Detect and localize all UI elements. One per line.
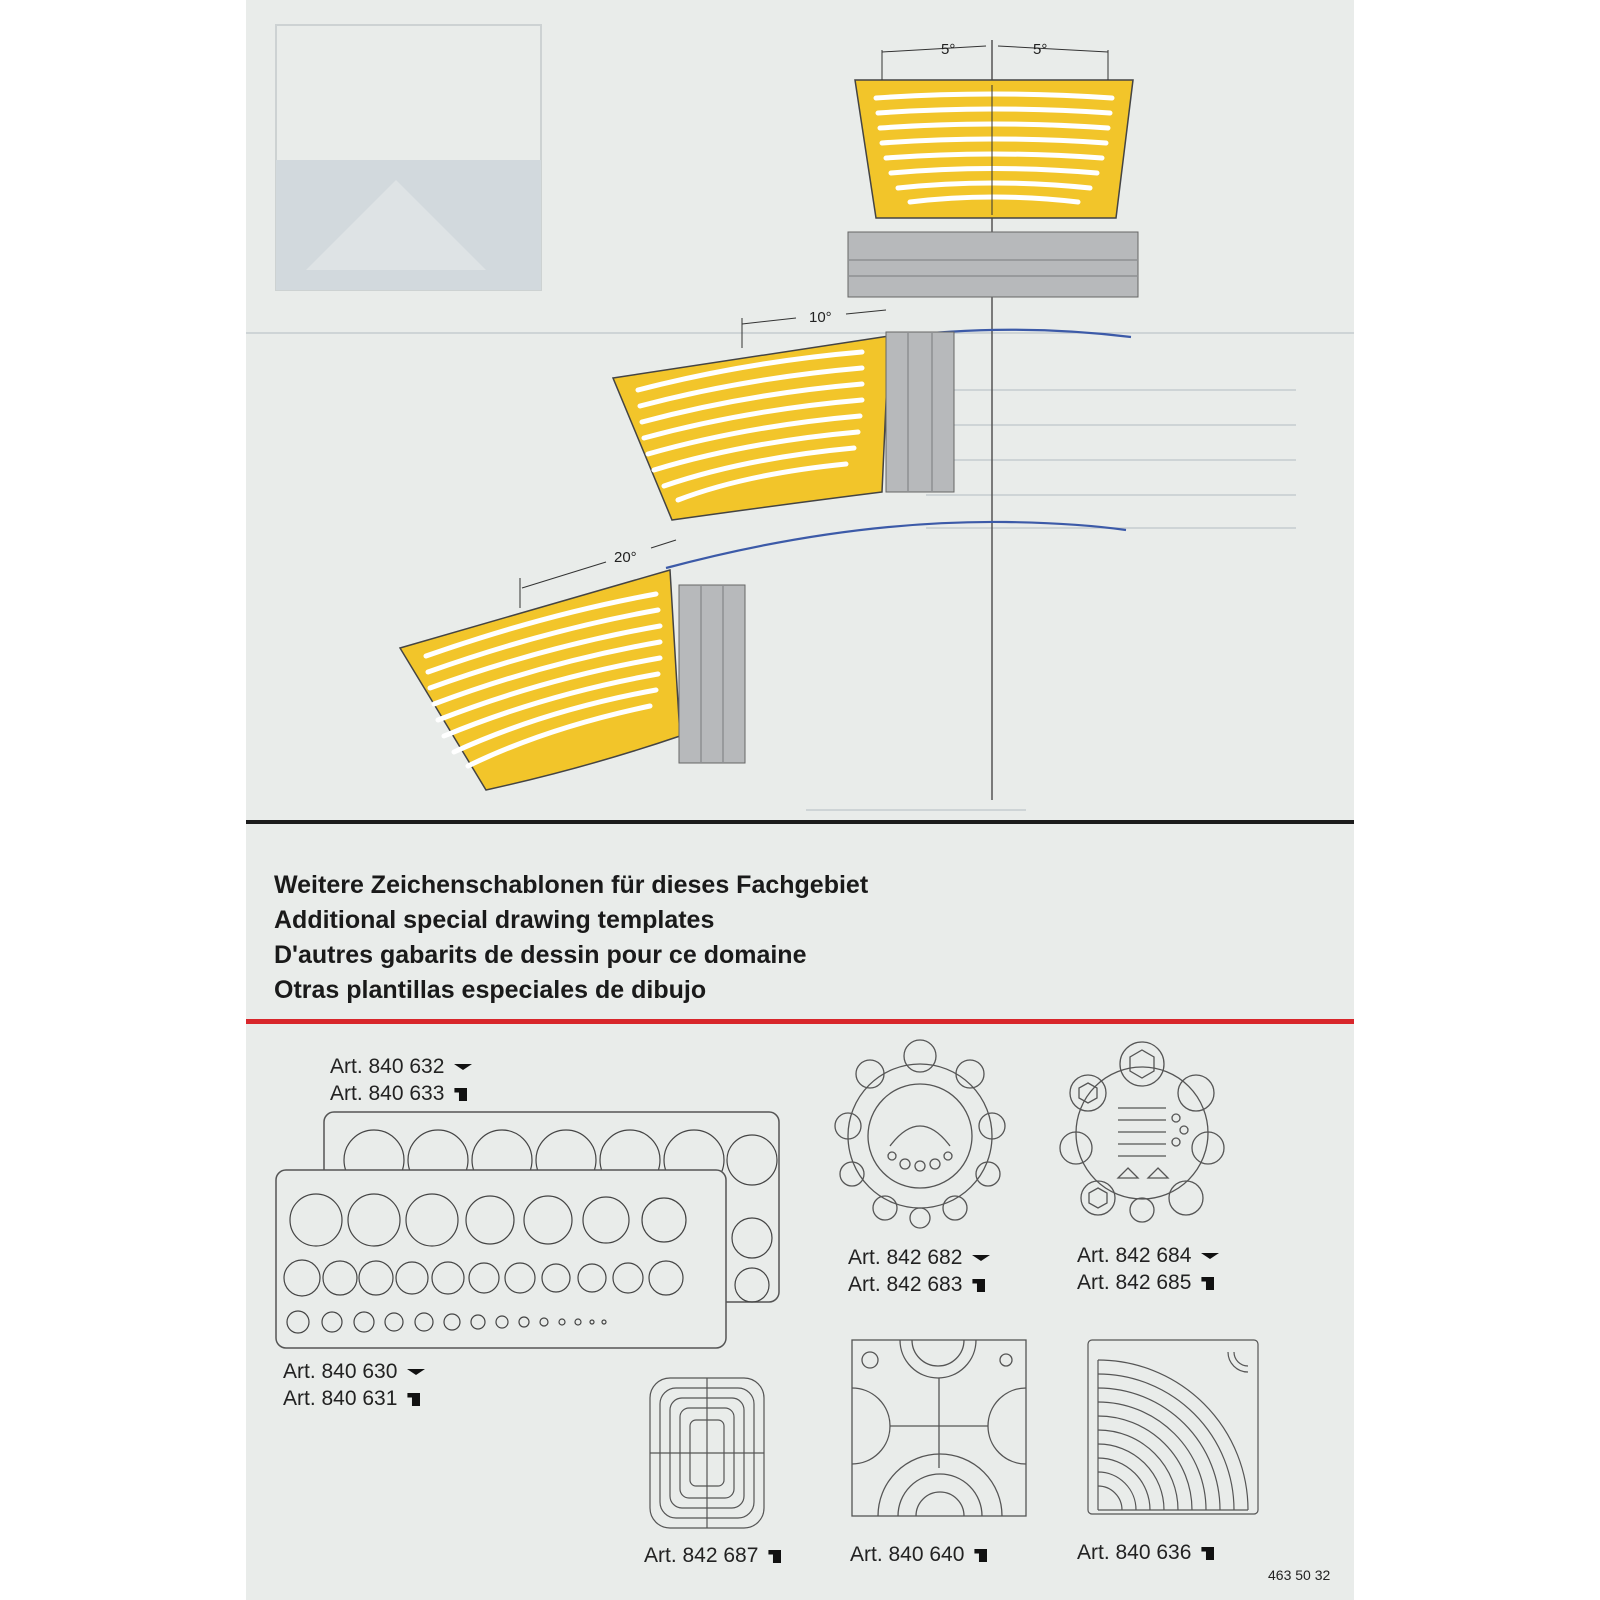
article-840636 [1077,1540,1214,1566]
article-label: Art. 840 633 [330,1082,445,1105]
blue-arc-20 [666,522,1126,568]
square-symbol-icon [1201,1277,1214,1290]
red-divider [246,1019,1354,1024]
round-template-842682-svg [830,1036,1010,1231]
triangle-symbol-icon [972,1255,990,1261]
heading-es: Otras plantillas especiales de dibujo [274,976,707,1004]
black-divider [246,820,1354,824]
article-842682 [848,1245,990,1271]
triangle-symbol-icon [407,1369,425,1375]
rounded-square-template-842687 [648,1376,766,1530]
square-symbol-icon [407,1393,420,1406]
heading-fr: D'autres gabarits de dessin pour ce domaine [274,941,807,969]
catalog-code: 463 50 32 [1268,1567,1331,1583]
article-label: Art. 842 682 [848,1246,963,1269]
article-842685 [1077,1270,1214,1296]
article-842684 [1077,1243,1219,1269]
article-842683 [848,1272,985,1298]
article-840633 [330,1081,467,1107]
illustration-svg [246,0,1354,820]
article-840631 [283,1386,420,1412]
circle-template-svg [274,1110,784,1350]
angle-label-5-right: 5° [1033,41,1048,58]
article-label: Art. 842 687 [644,1544,759,1567]
square-symbol-icon [974,1549,987,1562]
angle-label-10: 10° [809,309,832,326]
faded-logo [276,25,541,290]
section-headings [274,868,868,1008]
circle-template-illustration [274,1110,784,1350]
round-template-842682 [830,1036,1010,1231]
article-label: Art. 840 631 [283,1387,398,1410]
heading-de: Weitere Zeichenschablonen für dieses Fachgebiet [274,871,869,899]
square-symbol-icon [768,1550,781,1563]
semicircle-template-840640-svg [850,1338,1028,1518]
curve-template-bottom [400,540,745,790]
heading-en: Additional special drawing templates [274,906,715,934]
radius-template-840636 [1086,1338,1260,1516]
article-label: Art. 840 636 [1077,1541,1192,1564]
rounded-square-template-842687-svg [648,1376,766,1530]
article-label: Art. 842 683 [848,1273,963,1296]
curve-template-middle [613,309,954,520]
triangle-symbol-icon [454,1064,472,1070]
angle-label-20: 20° [614,549,637,566]
curve-template-top [848,41,1138,297]
hex-template-842684 [1058,1038,1226,1228]
catalog-page [246,0,1354,1600]
square-symbol-icon [972,1279,985,1292]
article-label: Art. 842 685 [1077,1271,1192,1294]
article-840632 [330,1054,472,1080]
article-840630 [283,1359,425,1385]
angle-label-5-left: 5° [941,41,956,58]
semicircle-template-840640 [850,1338,1028,1518]
article-label: Art. 840 640 [850,1543,965,1566]
square-symbol-icon [454,1088,467,1101]
square-symbol-icon [1201,1547,1214,1560]
article-842687 [644,1543,781,1569]
article-label: Art. 840 632 [330,1055,445,1078]
triangle-symbol-icon [1201,1253,1219,1259]
article-label: Art. 842 684 [1077,1244,1192,1267]
hex-template-842684-svg [1058,1038,1226,1228]
radius-template-840636-svg [1086,1338,1260,1516]
article-840640 [850,1542,987,1568]
curve-template-illustration [246,0,1354,820]
article-label: Art. 840 630 [283,1360,398,1383]
